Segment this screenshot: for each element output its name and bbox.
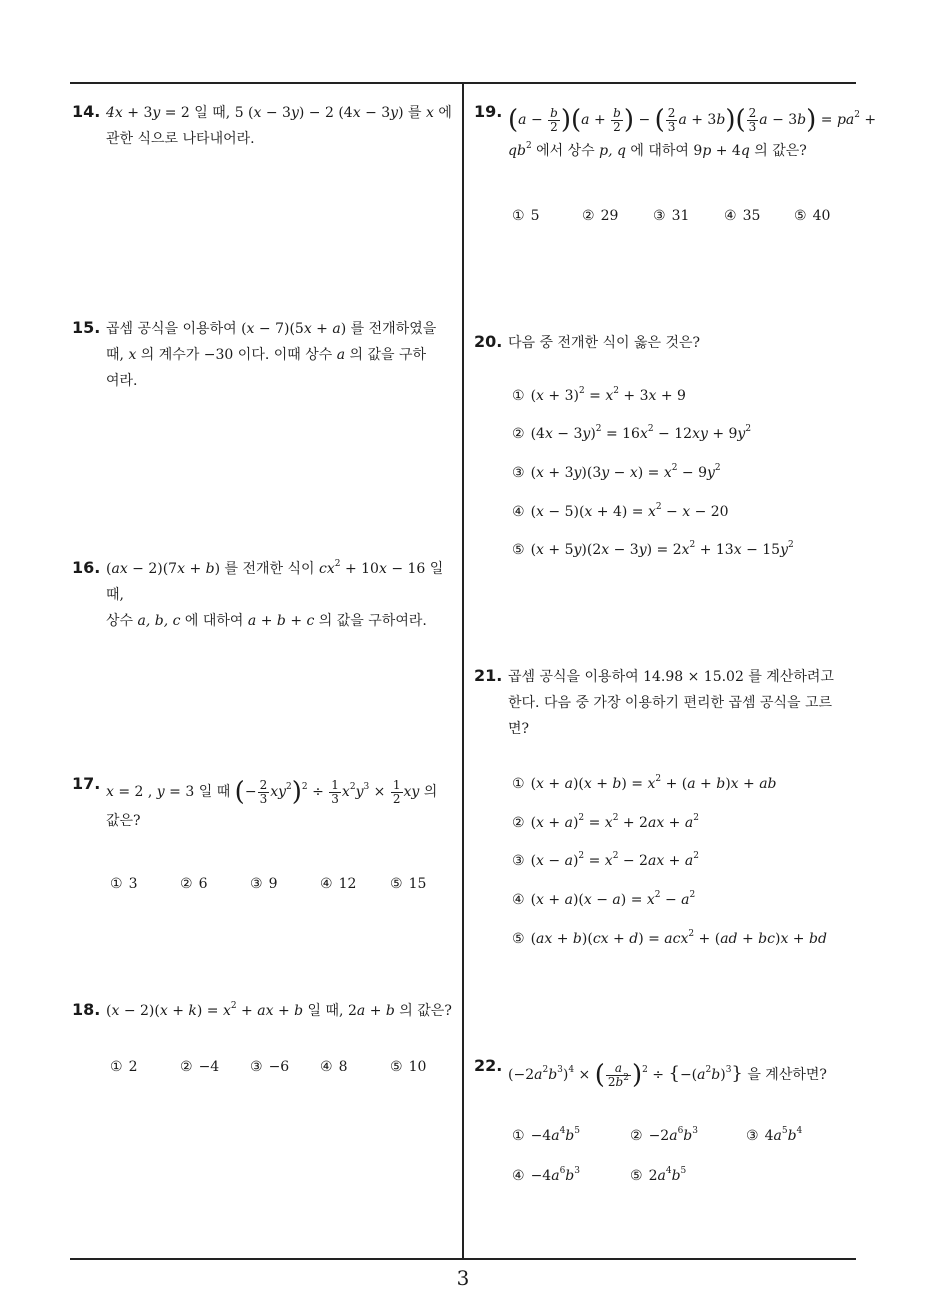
option-3[interactable]: ③ 31: [653, 208, 690, 224]
option-4[interactable]: ④ 12: [320, 876, 357, 892]
option-2[interactable]: ② $(4x - 3y)^2 = 16x^2 - 12xy + 9y^2$: [512, 424, 752, 442]
option-1[interactable]: ① $(x + 3)^2 = x^2 + 3x + 9$: [512, 386, 686, 404]
option-5[interactable]: ⑤ 10: [390, 1059, 427, 1075]
question-number: 18.: [72, 1000, 101, 1019]
option-4[interactable]: ④ $(x + a)(x - a) = x^2 - a^2$: [512, 890, 696, 908]
question-19-options: [512, 208, 852, 228]
question-14: 14. 4x + 3y = 2 일 때, 5 (x − 3y) − 2 (4x − 3y) 를 x 에 관한 식으로 나타내어라.: [72, 100, 458, 152]
option-2[interactable]: ② $-2a^6b^3$: [630, 1126, 698, 1144]
option-1[interactable]: ① $(x + a)(x + b) = x^2 + (a + b)x$ + ab: [512, 774, 777, 792]
question-number: 17.: [72, 774, 101, 793]
question-number: 22.: [474, 1056, 503, 1075]
option-3[interactable]: ③ $(x - a)^2 = x^2 - 2ax + a^2$: [512, 851, 699, 869]
question-number: 20.: [474, 332, 503, 351]
option-5[interactable]: ⑤ $2a^4b^5$: [630, 1166, 687, 1184]
option-3[interactable]: ③ $4a^5b^4$: [746, 1126, 803, 1144]
question-17-options: [110, 876, 450, 896]
question-16: 16. (ax − 2)(7x + b) 를 전개한 식이 $cx^2 + 10x - 16$ 일 때, 상수 a, b, c 에 대하여 a + b + c 의 값을 구하여라.: [72, 556, 458, 634]
option-4[interactable]: ④ 35: [724, 208, 761, 224]
bottom-rule: [70, 1258, 856, 1260]
option-3[interactable]: ③ $(x + 3y)(3y - x) = x^2 - 9y^2$: [512, 463, 721, 481]
option-5[interactable]: ⑤ (ax + b)(cx + d) = acx$^2$ + (ad + bc)x + bd: [512, 929, 827, 947]
question-21: 21. 곱셈 공식을 이용하여 14.98 × 15.02 를 계산하려고 한다. 다음 중 가장 이용하기 편리한 곱셈 공식을 고르 면?: [474, 664, 860, 742]
option-4[interactable]: ④ $-4a^6b^3$: [512, 1166, 580, 1184]
question-number: 15.: [72, 318, 101, 337]
question-22-options: [512, 1128, 852, 1188]
column-divider: [462, 82, 464, 1259]
question-number: 19.: [474, 102, 503, 121]
option-2[interactable]: ② 29: [582, 208, 619, 224]
option-1[interactable]: ① $-4a^4b^5$: [512, 1126, 580, 1144]
question-18-options: [110, 1059, 450, 1079]
option-1[interactable]: ① 3: [110, 876, 138, 892]
option-1[interactable]: ① 2: [110, 1059, 138, 1075]
question-17: 17. x = 2 , y = 3 일 때 (− $\frac{2}{3}$ $xy^2)^2$ ÷ $\frac{1}{3}$ $x^2y^3$ × $\frac{1}{2}$ xy 의 값은?: [72, 772, 458, 834]
question-22: 22. $(-2a^2b^3)^4$ × ( $\frac{a}{2b^2}$ )$^2 \div \{-(a^2b)^3\}$ 을 계산하면?: [474, 1054, 860, 1095]
option-3[interactable]: ③ 9: [250, 876, 278, 892]
option-5[interactable]: ⑤ 15: [390, 876, 427, 892]
page-number: 3: [456, 1266, 470, 1290]
question-21-options: [512, 776, 852, 956]
option-2[interactable]: ② −4: [180, 1059, 220, 1075]
option-5[interactable]: ⑤ $(x + 5y)(2x - 3y) = 2x^2 + 13x - 15y^2$: [512, 540, 794, 558]
question-19: 19. (a − $\frac{b}{2}$ )(a + $\frac{b}{2}$ ) − ( $\frac{2}{3}$ a + 3b)( $\frac{2}{3}$ $a - 3b) = pa^2$ + $qb^2$ 에서 상수 p, q 에 대하여 9p + 4q 의 값은?: [474, 100, 860, 164]
option-2[interactable]: ② $(x + a)^2 = x^2 + 2ax + a^2$: [512, 813, 699, 831]
question-20: 20. 다음 중 전개한 식이 옳은 것은?: [474, 330, 860, 356]
option-1[interactable]: ① 5: [512, 208, 540, 224]
option-3[interactable]: ③ −6: [250, 1059, 290, 1075]
option-4[interactable]: ④ 8: [320, 1059, 348, 1075]
question-number: 14.: [72, 102, 101, 121]
question-15: 15. 곱셈 공식을 이용하여 (x − 7)(5x + a) 를 전개하였을 때, x 의 계수가 −30 이다. 이때 상수 a 의 값을 구하 여라.: [72, 316, 458, 394]
question-20-options: [512, 388, 852, 568]
question-number: 21.: [474, 666, 503, 685]
option-2[interactable]: ② 6: [180, 876, 208, 892]
question-number: 16.: [72, 558, 101, 577]
option-4[interactable]: ④ $(x - 5)(x + 4) = x^2 - x - 20$: [512, 502, 729, 520]
question-18: 18. $(x - 2)(x + k) = x^2$ + ax + b 일 때, 2a + b 의 값은?: [72, 998, 458, 1024]
option-5[interactable]: ⑤ 40: [794, 208, 831, 224]
